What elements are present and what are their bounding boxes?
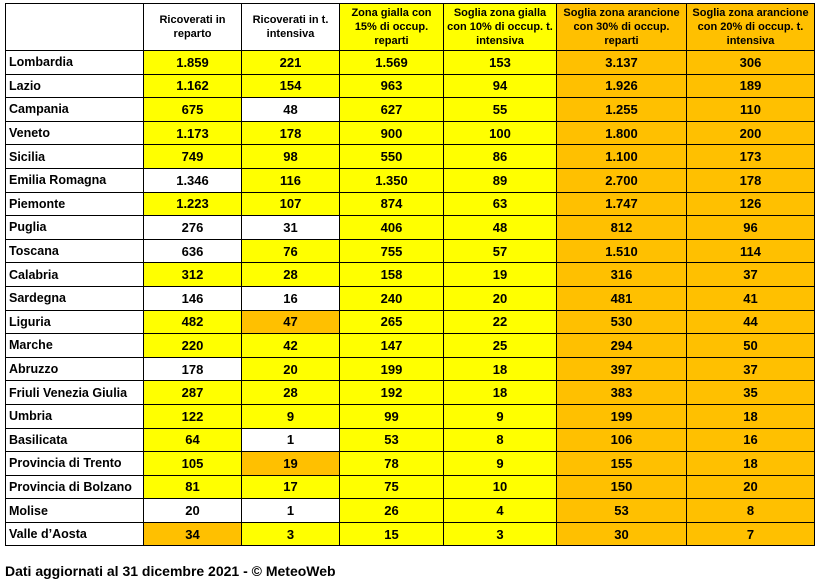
value-cell: 550 — [340, 145, 444, 169]
table-row — [6, 216, 815, 240]
value-cell: 18 — [444, 381, 557, 405]
value-cell: 18 — [444, 357, 557, 381]
value-cell: 189 — [687, 74, 815, 98]
value-cell: 4 — [444, 499, 557, 523]
value-cell: 9 — [444, 452, 557, 476]
value-cell: 3 — [242, 522, 340, 546]
spreadsheet — [5, 3, 815, 546]
value-cell: 19 — [444, 263, 557, 287]
value-cell: 20 — [444, 286, 557, 310]
table-row — [6, 239, 815, 263]
value-cell: 53 — [340, 428, 444, 452]
table-row — [6, 428, 815, 452]
value-cell: 114 — [687, 239, 815, 263]
value-cell: 900 — [340, 121, 444, 145]
value-cell: 287 — [144, 381, 242, 405]
header-zona-gialla-reparti: Zona gialla con 15% di occup. reparti — [340, 4, 444, 51]
value-cell: 155 — [557, 452, 687, 476]
value-cell: 18 — [687, 452, 815, 476]
value-cell: 265 — [340, 310, 444, 334]
value-cell: 99 — [340, 404, 444, 428]
value-cell: 20 — [687, 475, 815, 499]
value-cell: 15 — [340, 522, 444, 546]
header-soglia-gialla-intensiva: Soglia zona gialla con 10% di occup. t. intensiva — [444, 4, 557, 51]
value-cell: 116 — [242, 168, 340, 192]
value-cell: 44 — [687, 310, 815, 334]
value-cell: 37 — [687, 263, 815, 287]
value-cell: 178 — [687, 168, 815, 192]
region-name-cell: Molise — [6, 499, 144, 523]
value-cell: 34 — [144, 522, 242, 546]
region-name-cell: Lombardia — [6, 51, 144, 75]
table-row — [6, 381, 815, 405]
region-name-cell: Liguria — [6, 310, 144, 334]
table-row — [6, 475, 815, 499]
region-name-cell: Puglia — [6, 216, 144, 240]
value-cell: 406 — [340, 216, 444, 240]
value-cell: 78 — [340, 452, 444, 476]
value-cell: 105 — [144, 452, 242, 476]
value-cell: 48 — [242, 98, 340, 122]
hospitalization-table — [5, 3, 815, 546]
table-row — [6, 499, 815, 523]
value-cell: 18 — [687, 404, 815, 428]
value-cell: 220 — [144, 334, 242, 358]
table-row — [6, 357, 815, 381]
value-cell: 28 — [242, 381, 340, 405]
value-cell: 37 — [687, 357, 815, 381]
value-cell: 178 — [144, 357, 242, 381]
region-name-cell: Veneto — [6, 121, 144, 145]
region-name-cell: Sicilia — [6, 145, 144, 169]
region-name-cell: Valle d’Aosta — [6, 522, 144, 546]
value-cell: 963 — [340, 74, 444, 98]
value-cell: 482 — [144, 310, 242, 334]
region-name-cell: Provincia di Bolzano — [6, 475, 144, 499]
value-cell: 94 — [444, 74, 557, 98]
value-cell: 64 — [144, 428, 242, 452]
value-cell: 1.346 — [144, 168, 242, 192]
value-cell: 154 — [242, 74, 340, 98]
value-cell: 749 — [144, 145, 242, 169]
table-row — [6, 121, 815, 145]
value-cell: 1.223 — [144, 192, 242, 216]
value-cell: 86 — [444, 145, 557, 169]
value-cell: 25 — [444, 334, 557, 358]
value-cell: 636 — [144, 239, 242, 263]
value-cell: 178 — [242, 121, 340, 145]
value-cell: 240 — [340, 286, 444, 310]
footer-note: Dati aggiornati al 31 dicembre 2021 - © MeteoWeb — [5, 563, 336, 579]
value-cell: 98 — [242, 145, 340, 169]
region-name-cell: Abruzzo — [6, 357, 144, 381]
header-row — [6, 4, 815, 51]
value-cell: 110 — [687, 98, 815, 122]
value-cell: 173 — [687, 145, 815, 169]
table-row — [6, 74, 815, 98]
value-cell: 675 — [144, 98, 242, 122]
value-cell: 1.100 — [557, 145, 687, 169]
value-cell: 96 — [687, 216, 815, 240]
value-cell: 41 — [687, 286, 815, 310]
value-cell: 3.137 — [557, 51, 687, 75]
value-cell: 153 — [444, 51, 557, 75]
value-cell: 1.747 — [557, 192, 687, 216]
value-cell: 150 — [557, 475, 687, 499]
header-ricoverati-reparto: Ricoverati in reparto — [144, 4, 242, 51]
value-cell: 9 — [444, 404, 557, 428]
value-cell: 755 — [340, 239, 444, 263]
table-row — [6, 168, 815, 192]
value-cell: 50 — [687, 334, 815, 358]
value-cell: 383 — [557, 381, 687, 405]
table-row — [6, 334, 815, 358]
value-cell: 200 — [687, 121, 815, 145]
value-cell: 147 — [340, 334, 444, 358]
value-cell: 312 — [144, 263, 242, 287]
value-cell: 199 — [557, 404, 687, 428]
value-cell: 7 — [687, 522, 815, 546]
value-cell: 107 — [242, 192, 340, 216]
value-cell: 306 — [687, 51, 815, 75]
value-cell: 28 — [242, 263, 340, 287]
value-cell: 1.510 — [557, 239, 687, 263]
value-cell: 75 — [340, 475, 444, 499]
value-cell: 1.569 — [340, 51, 444, 75]
region-name-cell: Campania — [6, 98, 144, 122]
value-cell: 8 — [687, 499, 815, 523]
value-cell: 221 — [242, 51, 340, 75]
value-cell: 16 — [242, 286, 340, 310]
value-cell: 2.700 — [557, 168, 687, 192]
region-name-cell: Sardegna — [6, 286, 144, 310]
value-cell: 812 — [557, 216, 687, 240]
table-row — [6, 404, 815, 428]
table-row — [6, 522, 815, 546]
value-cell: 1.173 — [144, 121, 242, 145]
value-cell: 30 — [557, 522, 687, 546]
value-cell: 22 — [444, 310, 557, 334]
value-cell: 1.255 — [557, 98, 687, 122]
header-region — [6, 4, 144, 51]
value-cell: 126 — [687, 192, 815, 216]
region-name-cell: Lazio — [6, 74, 144, 98]
value-cell: 48 — [444, 216, 557, 240]
value-cell: 1.859 — [144, 51, 242, 75]
header-soglia-arancione-intensiva: Soglia zona arancione con 20% di occup. t. intensiva — [687, 4, 815, 51]
table-row — [6, 286, 815, 310]
table-row — [6, 452, 815, 476]
value-cell: 17 — [242, 475, 340, 499]
value-cell: 31 — [242, 216, 340, 240]
table-row — [6, 98, 815, 122]
value-cell: 627 — [340, 98, 444, 122]
value-cell: 57 — [444, 239, 557, 263]
table-row — [6, 310, 815, 334]
table-row — [6, 145, 815, 169]
value-cell: 294 — [557, 334, 687, 358]
value-cell: 192 — [340, 381, 444, 405]
value-cell: 9 — [242, 404, 340, 428]
value-cell: 1.800 — [557, 121, 687, 145]
value-cell: 10 — [444, 475, 557, 499]
region-name-cell: Provincia di Trento — [6, 452, 144, 476]
value-cell: 42 — [242, 334, 340, 358]
value-cell: 47 — [242, 310, 340, 334]
value-cell: 874 — [340, 192, 444, 216]
value-cell: 122 — [144, 404, 242, 428]
value-cell: 146 — [144, 286, 242, 310]
region-name-cell: Emilia Romagna — [6, 168, 144, 192]
table-row — [6, 263, 815, 287]
value-cell: 1 — [242, 499, 340, 523]
value-cell: 19 — [242, 452, 340, 476]
value-cell: 276 — [144, 216, 242, 240]
value-cell: 1.350 — [340, 168, 444, 192]
region-name-cell: Friuli Venezia Giulia — [6, 381, 144, 405]
table-body — [6, 51, 815, 546]
region-name-cell: Marche — [6, 334, 144, 358]
table-row — [6, 51, 815, 75]
region-name-cell: Toscana — [6, 239, 144, 263]
value-cell: 100 — [444, 121, 557, 145]
value-cell: 106 — [557, 428, 687, 452]
value-cell: 55 — [444, 98, 557, 122]
value-cell: 76 — [242, 239, 340, 263]
value-cell: 3 — [444, 522, 557, 546]
value-cell: 530 — [557, 310, 687, 334]
region-name-cell: Calabria — [6, 263, 144, 287]
value-cell: 316 — [557, 263, 687, 287]
value-cell: 16 — [687, 428, 815, 452]
region-name-cell: Basilicata — [6, 428, 144, 452]
region-name-cell: Umbria — [6, 404, 144, 428]
value-cell: 20 — [144, 499, 242, 523]
value-cell: 8 — [444, 428, 557, 452]
value-cell: 1.926 — [557, 74, 687, 98]
region-name-cell: Piemonte — [6, 192, 144, 216]
value-cell: 158 — [340, 263, 444, 287]
header-soglia-arancione-reparti: Soglia zona arancione con 30% di occup. reparti — [557, 4, 687, 51]
value-cell: 199 — [340, 357, 444, 381]
value-cell: 1 — [242, 428, 340, 452]
table-row — [6, 192, 815, 216]
value-cell: 89 — [444, 168, 557, 192]
header-ricoverati-intensiva: Ricoverati in t. intensiva — [242, 4, 340, 51]
value-cell: 20 — [242, 357, 340, 381]
value-cell: 35 — [687, 381, 815, 405]
value-cell: 481 — [557, 286, 687, 310]
value-cell: 397 — [557, 357, 687, 381]
value-cell: 53 — [557, 499, 687, 523]
value-cell: 63 — [444, 192, 557, 216]
value-cell: 26 — [340, 499, 444, 523]
value-cell: 81 — [144, 475, 242, 499]
value-cell: 1.162 — [144, 74, 242, 98]
